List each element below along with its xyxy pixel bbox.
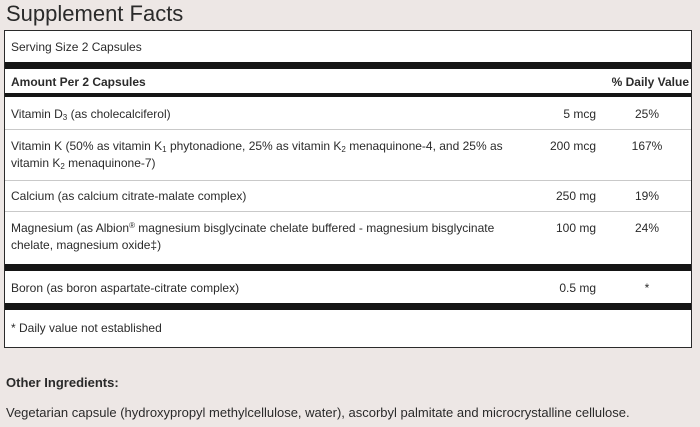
nutrient-daily-value: 24% xyxy=(634,221,660,235)
row-divider xyxy=(5,129,691,130)
nutrient-amount: 100 mg xyxy=(555,221,596,235)
nutrient-name-boron: Boron (as boron aspartate-citrate complex) xyxy=(11,281,240,295)
page-title: Supplement Facts xyxy=(6,1,184,26)
medium-divider xyxy=(5,93,691,97)
nutrient-name-vitamin-k: Vitamin K (50% as vitamin $K_1$ phytonadione, 25% as vitamin $K_2$ menaquinone-4, and 25% as xyxy=(11,139,503,154)
row-divider xyxy=(5,211,691,212)
nutrient-daily-value: 167% xyxy=(631,139,663,153)
nutrient-daily-value: 25% xyxy=(634,107,660,121)
nutrient-name-vitamin-k-line2: vitamin $K_2$ menaquinone-7) xyxy=(11,156,156,171)
nutrient-name-magnesium: Magnesium (as Albion® magnesium bisglycinate chelate buffered - magnesium bisglycinate xyxy=(11,221,495,235)
nutrient-name-calcium: Calcium (as calcium citrate-malate complex) xyxy=(11,189,247,203)
thick-divider xyxy=(5,264,691,271)
nutrient-amount: 250 mg xyxy=(555,189,596,203)
other-ingredients-heading: Other Ingredients: xyxy=(6,375,119,390)
nutrient-name-magnesium-line2: chelate, magnesium oxide‡) xyxy=(11,238,162,252)
supplement-facts-panel xyxy=(4,30,692,348)
amount-per-header: Amount Per 2 Capsules xyxy=(11,75,146,89)
nutrient-daily-value: * xyxy=(644,281,650,295)
footnote: * Daily value not established xyxy=(11,321,162,335)
nutrient-name-vitamin-d: Vitamin $D_3$ (as cholecalciferol) xyxy=(11,107,171,122)
nutrient-amount: 0.5 mg xyxy=(559,281,596,295)
nutrient-amount: 5 mcg xyxy=(563,107,596,121)
serving-size: Serving Size 2 Capsules xyxy=(11,40,142,54)
daily-value-header: % Daily Value xyxy=(611,75,689,89)
thick-divider xyxy=(5,303,691,310)
nutrient-amount: 200 mcg xyxy=(549,139,596,153)
thick-divider xyxy=(5,62,691,69)
row-divider xyxy=(5,180,691,181)
other-ingredients-text: Vegetarian capsule (hydroxypropyl methylcellulose, water), ascorbyl palmitate and microcrystalline cellulose. xyxy=(6,405,630,420)
nutrient-daily-value: 19% xyxy=(634,189,660,203)
